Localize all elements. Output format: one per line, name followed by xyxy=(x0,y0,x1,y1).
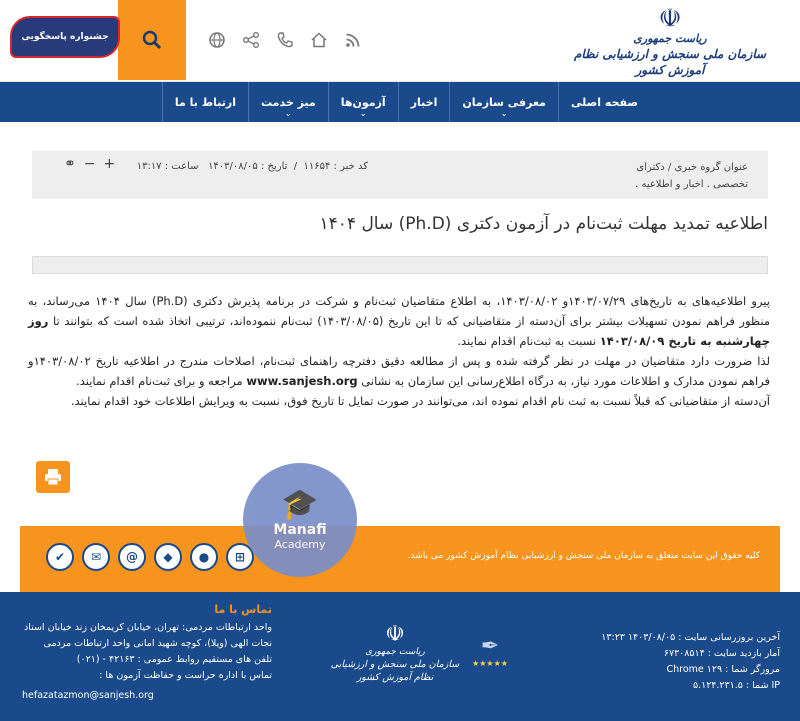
news-code: کد خبر : ۱۱۶۵۴ xyxy=(303,161,368,172)
zoom-out-icon[interactable]: − xyxy=(83,156,96,172)
windows-icon[interactable]: ⊞ xyxy=(226,543,254,571)
news-time: ساعت : ۱۳:۱۷ xyxy=(136,161,199,172)
rss-icon[interactable] xyxy=(336,26,370,54)
stat-browser: مرورگر شما : Chrome ۱۲۹ xyxy=(666,664,780,675)
paragraph-1 xyxy=(28,291,770,351)
emblem-icon: ☫ xyxy=(385,622,405,647)
nav-label: معرفی سازمان xyxy=(462,95,546,109)
nav-home[interactable] xyxy=(558,82,650,122)
article-divider-bar xyxy=(32,256,768,274)
copyright-text: کلیه حقوق این سایت متعلق به سازمان ملی سنجش و ارزشیابی نظام آموزش کشور می باشد. xyxy=(407,551,760,561)
news-sep: / xyxy=(293,161,298,172)
footer xyxy=(0,592,800,721)
paragraph-3: آن‌دسته از متقاضیانی که قبلاً نسبت به ثبت نام اقدام نموده اند، می‌توانند در صورت تمایل تا تاریخ فوق، نسبت به ویرایش اطلاعات خود اقدام نمایند. xyxy=(70,394,770,408)
nav-label: صفحه اصلی xyxy=(571,95,638,109)
news-group[interactable]: عنوان گروه خبری / دکترای تخصصی . اخبار و اطلاعیه . xyxy=(635,162,748,190)
share-icon[interactable] xyxy=(234,26,268,54)
globe-icon[interactable] xyxy=(200,26,234,54)
search-button[interactable] xyxy=(118,0,186,80)
site-logo[interactable] xyxy=(560,6,780,76)
stat-visits: آمار بازدید سایت : ۶۷۳۰۸۵۱۴ xyxy=(663,648,780,659)
contact-email[interactable]: hefazatazmon@sanjesh.org xyxy=(22,690,154,701)
rubika-icon[interactable]: ◆ xyxy=(154,543,182,571)
nav-label: اخبار xyxy=(410,95,438,109)
article-body xyxy=(28,291,770,411)
phone-icon[interactable] xyxy=(268,26,302,54)
news-date: تاریخ : ۱۴۰۳/۰۸/۰۵ xyxy=(208,161,288,172)
watermark-line2: Academy xyxy=(274,538,326,551)
nav-contact[interactable] xyxy=(162,82,248,122)
top-header xyxy=(0,0,800,82)
bale-icon[interactable]: ✉ xyxy=(82,543,110,571)
logo-line2: سازمان ملی سنجش و ارزشیابی نظام آموزش کشور xyxy=(573,47,767,77)
chevron-down-icon: ⌄ xyxy=(285,109,292,118)
academy-watermark xyxy=(243,463,357,577)
chevron-down-icon: ⌄ xyxy=(500,109,508,118)
p1-bold: روز چهارشنبه به تاریخ ۱۴۰۳/۰۸/۰۹ xyxy=(28,314,770,348)
contact-title: تماس با ما xyxy=(214,603,272,616)
stat-update: آخرین بروزرسانی سایت : ۱۴۰۳/۰۸/۰۵ ۱۳:۲۳ xyxy=(601,632,780,643)
nav-label: ارتباط با ما xyxy=(174,95,237,109)
graduation-cap-icon: 🎓 xyxy=(281,487,319,522)
footer-logo[interactable] xyxy=(330,624,460,684)
search-icon xyxy=(140,28,164,52)
nav-label: آزمون‌ها xyxy=(340,95,386,109)
footer-logo-line1: ریاست جمهوری xyxy=(365,647,425,657)
soroush-icon[interactable]: @ xyxy=(118,543,146,571)
nav-service-desk[interactable] xyxy=(248,82,328,122)
footer-contact xyxy=(22,602,272,704)
nav-about[interactable] xyxy=(449,82,558,122)
contact-security: تماس با اداره حراست و حفاظت آزمون ها : xyxy=(99,670,272,681)
star-rating-icon: ★★★★★ xyxy=(472,659,508,668)
orange-bar xyxy=(20,526,780,592)
print-button[interactable] xyxy=(36,461,70,493)
link-icon[interactable]: ⚭ xyxy=(64,156,76,172)
stat-ip: IP شما : ۵.۱۲۴.۲۳۱.۵ xyxy=(692,680,780,691)
sanjesh-link[interactable]: www.sanjesh.org xyxy=(246,374,358,388)
enamad-badge[interactable] xyxy=(470,634,510,684)
printer-icon xyxy=(43,467,63,487)
logo-line1: ریاست جمهوری xyxy=(633,32,707,45)
news-info xyxy=(137,161,368,172)
p1-end: نسبت به ثبت‌نام اقدام نمایند. xyxy=(457,334,597,348)
zoom-in-icon[interactable]: + xyxy=(103,156,116,172)
social-links xyxy=(46,543,254,571)
enamad-icon: ✒ xyxy=(480,634,500,659)
home-icon[interactable] xyxy=(302,26,336,54)
p2-end: مراجعه و برای ثبت‌نام اقدام نمایند. xyxy=(76,374,243,388)
eitaa-icon[interactable]: ✔ xyxy=(46,543,74,571)
footer-logo-line2: سازمان ملی سنجش و ارزشیابی نظام آموزش کشور xyxy=(330,659,460,683)
emblem-icon: ☫ xyxy=(658,4,682,34)
igap-icon[interactable]: ● xyxy=(190,543,218,571)
meta-tools xyxy=(64,156,115,172)
contact-address: واحد ارتباطات مردمی: تهران، خیابان کریمخان زند خیابان استاد نجات الهی (ویلا)، کوچه شهید امانی واحد ارتباطات مردمی xyxy=(23,622,272,649)
footer-stats xyxy=(520,630,780,694)
news-meta xyxy=(32,151,768,199)
header-icons xyxy=(200,26,370,54)
p1-text: پیرو اطلاعیه‌های به تاریخ‌های ۱۴۰۳/۰۷/۲۹و ۱۴۰۳/۰۸/۰۲، به اطلاع متقاضیان ثبت‌نام و شرکت در برنامه پذیرش دکتری (Ph.D) سال ۱۴۰۴ می‌رساند، به منظور فراهم نمودن تسهیلات بیشتر برای آن‌دسته از متقاضیانی که تا این تاریخ (۱۴۰۳/۰۸/۰۵) ثبت‌نام ننموده‌اند، ترتیبی اتخاذ شده است که بتوانند تا xyxy=(28,294,770,328)
watermark-line1: Manafi xyxy=(273,522,327,538)
nav-news[interactable] xyxy=(398,82,450,122)
main-nav xyxy=(0,82,800,122)
paragraph-2 xyxy=(28,351,770,391)
chevron-down-icon: ⌄ xyxy=(359,109,367,118)
contact-phone: تلفن های مستقیم روابط عمومی : ۴۲۱۶۳ - (۰۲۱) xyxy=(76,654,272,665)
p2-text: لذا ضرورت دارد متقاضیان در مهلت در نظر گرفته شده و پس از مطالعه دقیق دفترچه راهنمای ثبت‌نام، اصلاحات مندرج در اطلاعیه تاریخ ۱۴۰۳/۰۸/۰۲و فراهم نمودن مدارک و اطلاعات مورد نیاز، به درگاه اطلاع‌رسانی این سازمان به نشانی xyxy=(28,354,770,388)
festival-badge[interactable]: جشنواره پاسخگویی xyxy=(10,16,120,58)
nav-exams[interactable] xyxy=(328,82,398,122)
article-title: اطلاعیه تمدید مهلت ثبت‌نام در آزمون دکتری (Ph.D) سال ۱۴۰۴ xyxy=(319,214,768,234)
nav-label: میز خدمت xyxy=(261,95,316,109)
